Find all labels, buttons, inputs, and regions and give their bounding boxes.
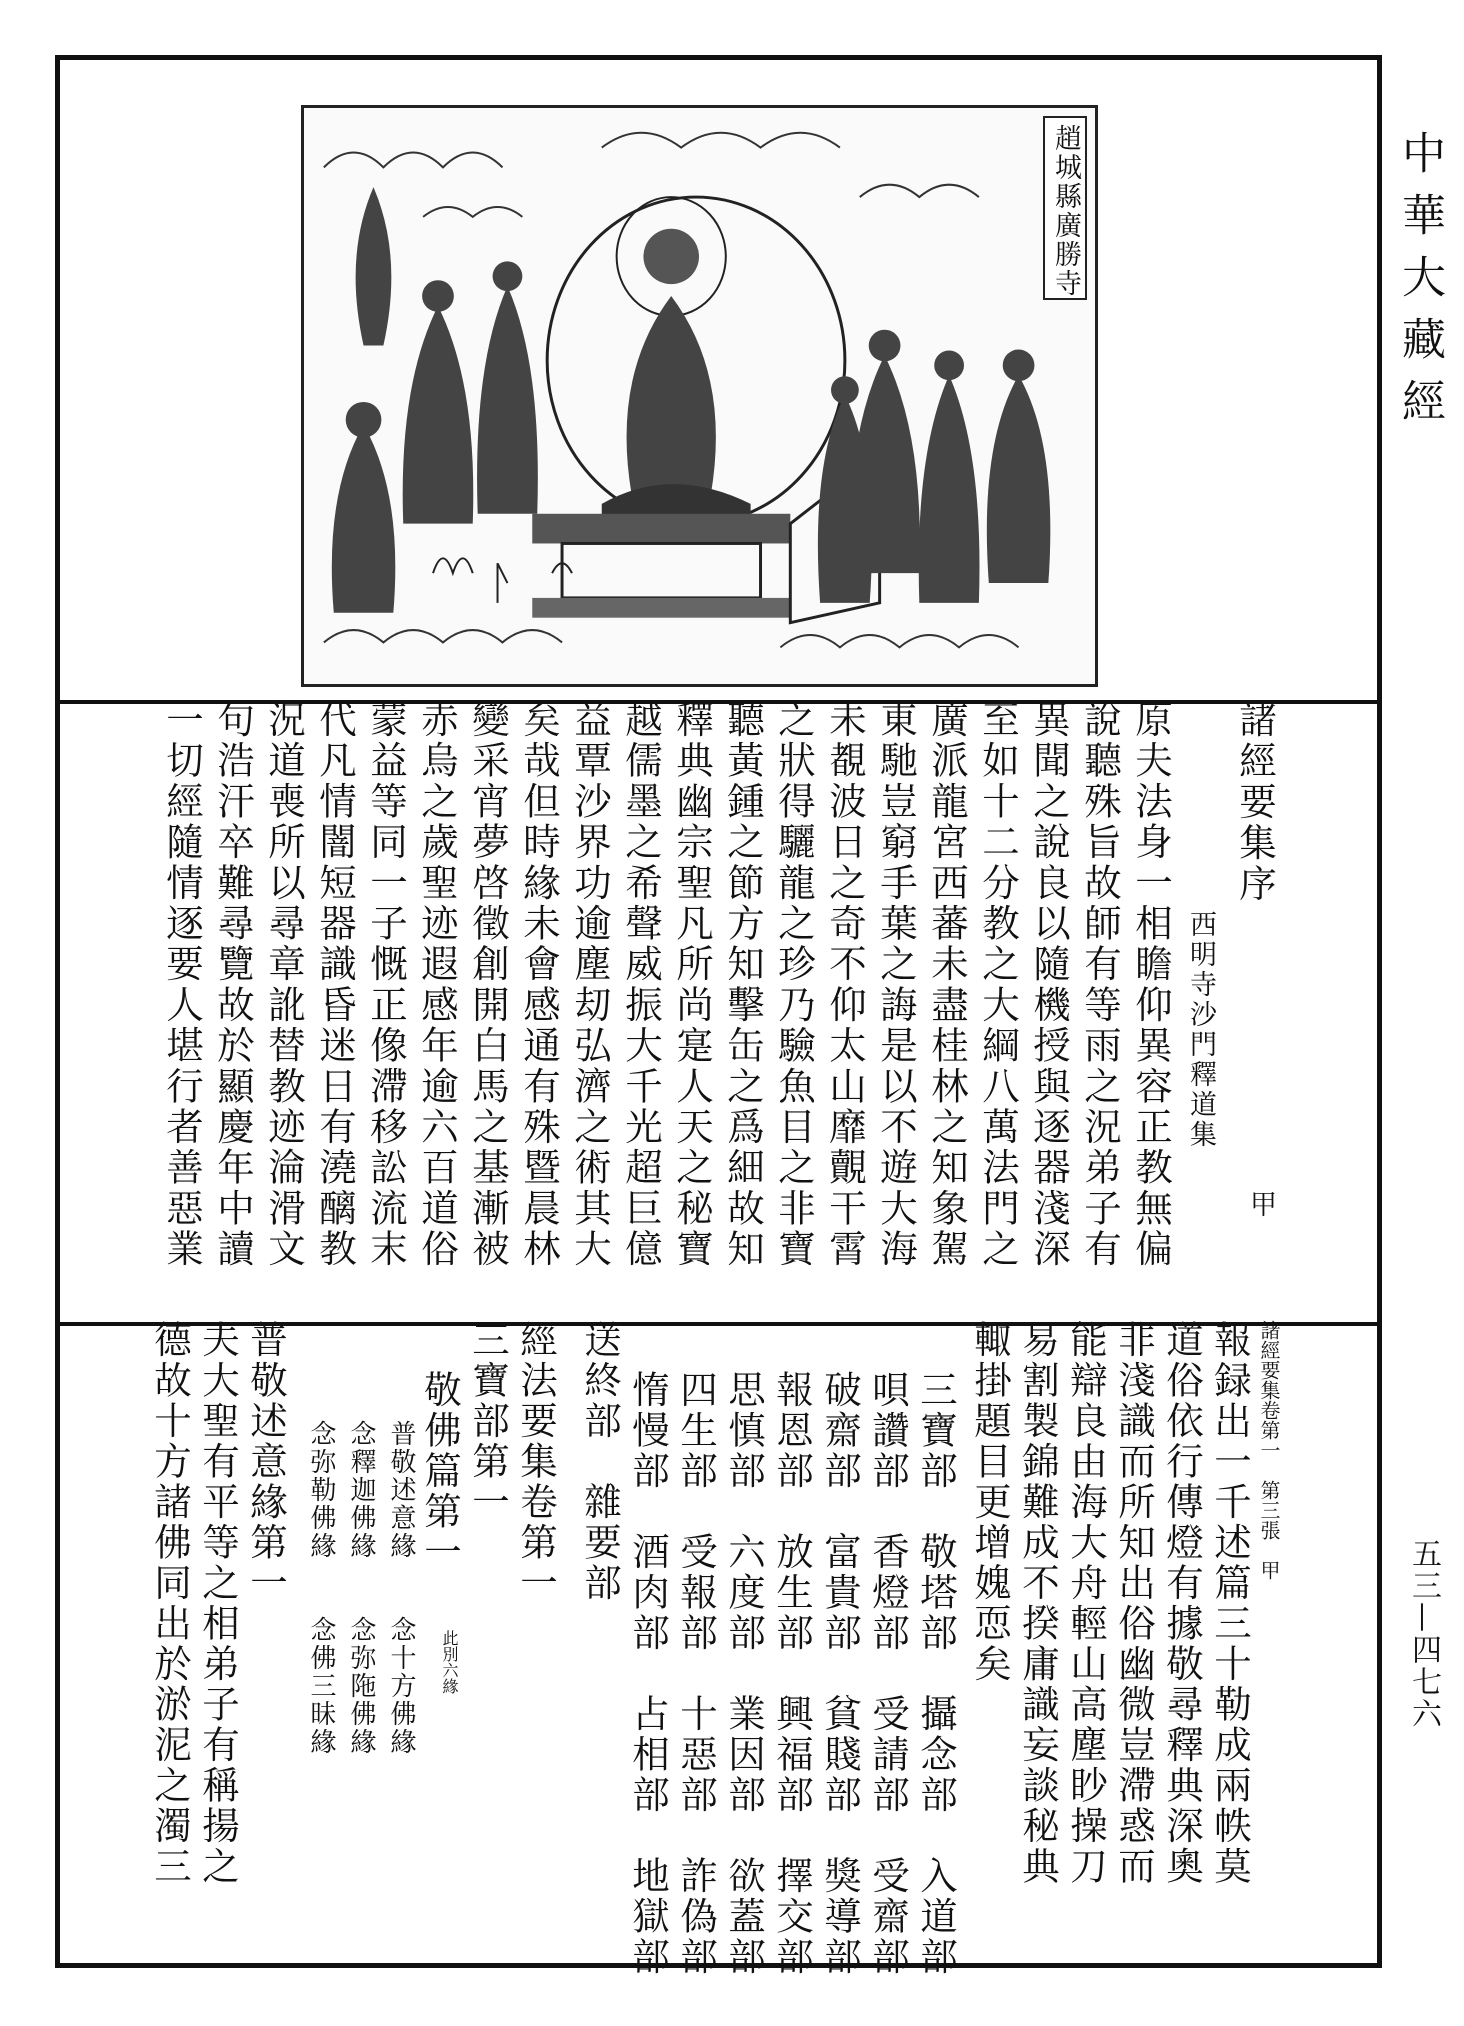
preface-line: 未覩波日之奇不仰太山靡覿干霄 bbox=[823, 700, 867, 1270]
preface-line: 原夫法身一相瞻仰異容正教無偏 bbox=[1129, 700, 1173, 1270]
toc-column bbox=[672, 1370, 720, 1978]
toc-entry: 受請部 bbox=[866, 1694, 910, 1816]
sub-item: 念佛三昧緣 bbox=[306, 1616, 336, 1756]
toc-column bbox=[816, 1370, 864, 1978]
toc-entry: 占相部 bbox=[626, 1694, 670, 1816]
sub-item-column bbox=[386, 1420, 416, 1756]
toc-entry: 受報部 bbox=[674, 1532, 718, 1654]
continuation-line: 道俗依行傳燈有據敬尋釋典深奧 bbox=[1160, 1320, 1204, 1887]
toc-entry: 香燈部 bbox=[866, 1532, 910, 1654]
preface-line: 至如十二分教之大綱八萬法門之 bbox=[976, 700, 1020, 1270]
preface-line: 說聽殊旨故師有等雨之況弟子有 bbox=[1078, 700, 1122, 1270]
page-number: 五三—四七六 bbox=[1406, 1538, 1441, 1730]
toc-entry: 業因部 bbox=[722, 1694, 766, 1816]
preface-section bbox=[105, 700, 1280, 1270]
toc-entry: 破齋部 bbox=[818, 1370, 862, 1492]
continuation-line: 非淺識而所知出俗幽微豈滯惑而 bbox=[1112, 1320, 1156, 1887]
volume-section bbox=[105, 1320, 1281, 1978]
toc-entry: 唄讚部 bbox=[866, 1370, 910, 1492]
running-header: 諸經要集卷第一 第三張 甲 bbox=[1257, 1320, 1281, 1580]
toc-entry: 欲蓋部 bbox=[722, 1856, 766, 1978]
preface-line: 益覃沙界功逾塵刧弘濟之術其大 bbox=[568, 700, 612, 1270]
toc-column bbox=[720, 1370, 768, 1978]
woodblock-print-image bbox=[304, 108, 1095, 684]
preface-line: 越儒墨之希聲威振大千光超巨億 bbox=[619, 700, 663, 1270]
preface-title: 諸經要集序 bbox=[1233, 700, 1277, 905]
toc-entry: 貧賤部 bbox=[818, 1694, 862, 1816]
toc-column bbox=[576, 1320, 624, 1604]
toc-entry: 攝念部 bbox=[914, 1694, 958, 1816]
preface-continuation bbox=[966, 1320, 1254, 1887]
preface-line: 東馳豈窮手葉之誨是以不遊大海 bbox=[874, 700, 918, 1270]
toc-entry: 擇交部 bbox=[770, 1856, 814, 1978]
continuation-line: 能辯良由海大舟輕山高塵眇操刀 bbox=[1064, 1320, 1108, 1887]
toc-entry: 詐偽部 bbox=[674, 1856, 718, 1978]
illustration-cartouche bbox=[1043, 116, 1087, 300]
preface-marker: 甲 bbox=[1245, 1190, 1276, 1217]
sub-item: 普敬述意緣 bbox=[386, 1420, 416, 1560]
chapter-title: 三寶部第一 bbox=[466, 1320, 510, 1523]
toc-column bbox=[768, 1370, 816, 1978]
toc-entry: 富貴部 bbox=[818, 1532, 862, 1654]
sub-item: 念十方佛緣 bbox=[386, 1616, 416, 1756]
section-title: 敬佛篇第一 bbox=[418, 1370, 462, 1573]
continuation-line: 報録出一千述篇三十勒成兩帙莫 bbox=[1208, 1320, 1252, 1887]
toc-entry: 酒肉部 bbox=[626, 1532, 670, 1654]
toc-table bbox=[560, 1320, 960, 1978]
cartouche-text: 趙城縣廣勝寺 bbox=[1050, 124, 1081, 298]
continuation-line: 易割製錦難成不揆庸識妄談秘典 bbox=[1016, 1320, 1060, 1887]
preface-line: 聽黃鍾之節方知擊缶之爲細故知 bbox=[721, 700, 765, 1270]
toc-entry: 六度部 bbox=[722, 1532, 766, 1654]
toc-entry: 十惡部 bbox=[674, 1694, 718, 1816]
toc-entry: 敬塔部 bbox=[914, 1532, 958, 1654]
toc-entry: 報恩部 bbox=[770, 1370, 814, 1492]
preface-line: 之狀得驪龍之珍乃驗魚目之非寶 bbox=[772, 700, 816, 1270]
body-line: 夫大聖有平等之相弟子有稱揚之 bbox=[196, 1320, 240, 1887]
subsection-title: 普敬述意緣第一 bbox=[244, 1320, 288, 1604]
preface-line: 代凡情闇短器識昏迷日有澆醨教 bbox=[313, 700, 357, 1270]
preface-author: 西明寺沙門釋道集 bbox=[1185, 910, 1216, 1150]
toc-entry: 惰慢部 bbox=[626, 1370, 670, 1492]
sub-item-column bbox=[346, 1420, 376, 1756]
preface-line: 異聞之說良以隨機授與逐器淺深 bbox=[1027, 700, 1071, 1270]
preface-line: 釋典幽宗聖凡所尚寔人天之秘寶 bbox=[670, 700, 714, 1270]
toc-entry: 三寶部 bbox=[914, 1370, 958, 1492]
sub-item: 念釋迦佛緣 bbox=[346, 1420, 376, 1560]
preface-line: 矣哉但時緣未會感通有殊暨晨林 bbox=[517, 700, 561, 1270]
preface-line: 廣派龍宮西蕃未盡桂林之知象駕 bbox=[925, 700, 969, 1270]
preface-line: 句浩汗卒難尋覽故於顯慶年中讀 bbox=[211, 700, 255, 1270]
section-note: 此別六緣 bbox=[440, 1630, 459, 1694]
preface-line: 一切經隨情逐要人堪行者善惡業 bbox=[160, 700, 204, 1270]
preface-line: 況道喪所以尋章訛替教迹淪滑文 bbox=[262, 700, 306, 1270]
preface-body bbox=[156, 700, 1176, 1270]
toc-entry: 興福部 bbox=[770, 1694, 814, 1816]
collection-title: 中華大藏經 bbox=[1394, 130, 1445, 440]
toc-column bbox=[912, 1370, 960, 1978]
preface-line: 變采宵夢啓徵創開白馬之基漸被 bbox=[466, 700, 510, 1270]
continuation-line: 輙掛題目更增媿恧矣 bbox=[968, 1320, 1012, 1685]
toc-entry: 送終部 bbox=[578, 1320, 622, 1442]
toc-entry: 放生部 bbox=[770, 1532, 814, 1654]
volume-title: 經法要集卷第一 bbox=[514, 1320, 558, 1604]
toc-entry: 獎導部 bbox=[818, 1856, 862, 1978]
toc-column bbox=[864, 1370, 912, 1978]
sub-item: 念弥陁佛緣 bbox=[346, 1616, 376, 1756]
toc-entry: 受齋部 bbox=[866, 1856, 910, 1978]
toc-entry: 思慎部 bbox=[722, 1370, 766, 1492]
toc-entry: 雜要部 bbox=[578, 1482, 622, 1604]
body-line: 德故十方諸佛同出於淤泥之濁三 bbox=[148, 1320, 192, 1887]
frontispiece-illustration bbox=[301, 105, 1098, 687]
preface-line: 赤烏之歲聖迹遐感年逾六百道俗 bbox=[415, 700, 459, 1270]
toc-entry: 地獄部 bbox=[626, 1856, 670, 1978]
preface-line: 蒙益等同一子慨正像滯移訟流末 bbox=[364, 700, 408, 1270]
toc-column bbox=[624, 1370, 672, 1978]
sub-item-column bbox=[306, 1420, 336, 1756]
toc-entry: 入道部 bbox=[914, 1856, 958, 1978]
sub-item: 念弥勒佛緣 bbox=[306, 1420, 336, 1560]
toc-entry: 四生部 bbox=[674, 1370, 718, 1492]
